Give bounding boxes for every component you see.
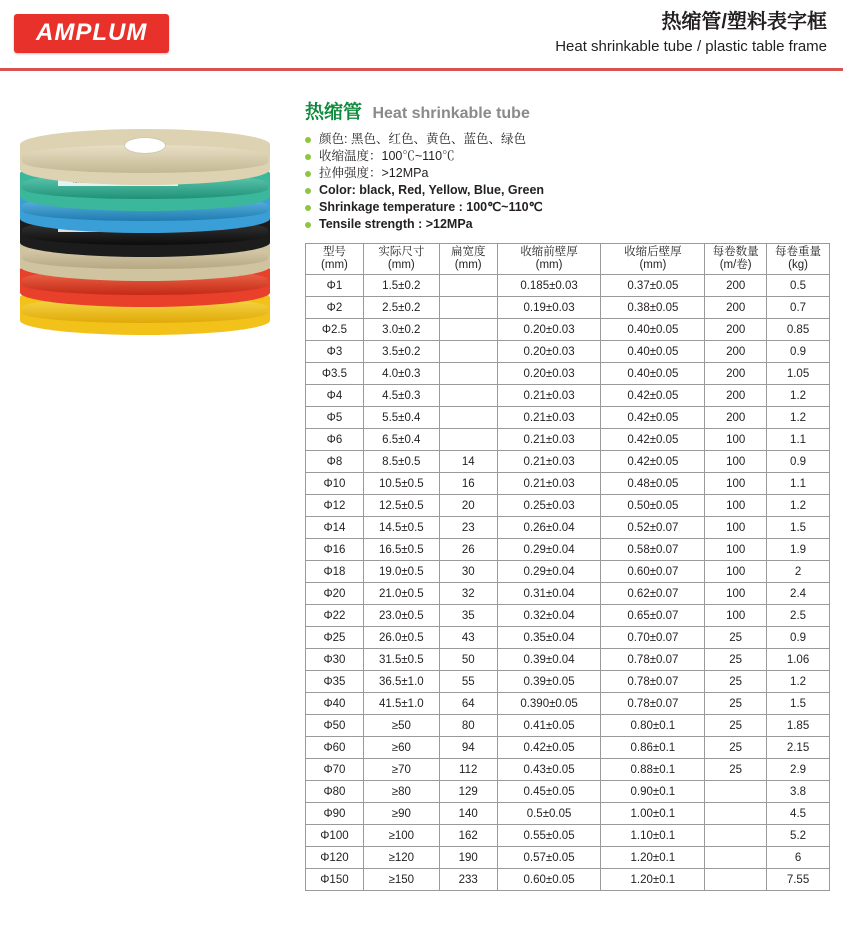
table-cell: 0.20±0.03 [497,363,601,385]
table-cell: 0.52±0.07 [601,517,705,539]
table-cell: 0.26±0.04 [497,517,601,539]
table-cell: 0.25±0.03 [497,495,601,517]
bullet-icon [305,171,311,177]
table-cell: 6 [767,847,830,869]
table-row [306,297,830,319]
table-cell: 16 [439,473,497,495]
table-cell [705,803,767,825]
table-cell: 1.1 [767,473,830,495]
table-row [306,495,830,517]
column-header-line2: (m/卷) [719,259,752,272]
table-cell: Φ35 [306,671,364,693]
spec-text: Color: black, Red, Yellow, Blue, Green [319,183,545,197]
table-row [306,539,830,561]
table-cell: Φ40 [306,693,364,715]
table-cell: 0.43±0.05 [497,759,601,781]
table-cell: 1.06 [767,649,830,671]
column-header-flat-width [439,244,497,275]
table-cell: 1.9 [767,539,830,561]
table-cell: 100 [705,605,767,627]
column-header-model [306,244,364,275]
table-cell: ≥150 [363,869,439,891]
bullet-icon [305,205,311,211]
table-cell: 0.20±0.03 [497,341,601,363]
table-row [306,737,830,759]
table-row [306,561,830,583]
column-header-line2: (mm) [639,259,667,272]
table-row [306,715,830,737]
table-cell: 25 [705,693,767,715]
table-cell: ≥120 [363,847,439,869]
table-cell: 0.42±0.05 [497,737,601,759]
table-cell: 41.5±1.0 [363,693,439,715]
table-cell: 1.20±0.1 [601,869,705,891]
table-cell: 0.90±0.1 [601,781,705,803]
table-cell: 0.42±0.05 [601,385,705,407]
table-body [306,275,830,891]
table-cell: 200 [705,385,767,407]
table-cell [705,781,767,803]
table-cell: Φ25 [306,627,364,649]
header-title-en: Heat shrinkable tube / plastic table frame [555,38,827,55]
table-cell: 1.2 [767,385,830,407]
spec-text: 收缩温度：100℃~110℃ [319,149,455,163]
table-cell: 0.42±0.05 [601,451,705,473]
table-cell: ≥80 [363,781,439,803]
product-info [305,97,830,891]
brand-logo: AMPLUM [14,14,169,53]
table-row [306,605,830,627]
table-cell: Φ5 [306,407,364,429]
table-cell: 10.5±0.5 [363,473,439,495]
table-row [306,759,830,781]
table-cell: 1.00±0.1 [601,803,705,825]
table-cell: Φ2 [306,297,364,319]
table-cell: 140 [439,803,497,825]
table-cell: 0.65±0.07 [601,605,705,627]
table-cell: 16.5±0.5 [363,539,439,561]
table-cell: 0.62±0.07 [601,583,705,605]
table-cell: 200 [705,275,767,297]
column-header-line1: 收缩后壁厚 [624,246,682,258]
table-cell: 2.9 [767,759,830,781]
table-cell [439,385,497,407]
table-cell: 0.45±0.05 [497,781,601,803]
column-header-line2: (mm) [387,259,415,272]
table-cell: 0.7 [767,297,830,319]
table-cell: 100 [705,473,767,495]
table-cell: Φ90 [306,803,364,825]
table-cell [439,429,497,451]
table-cell: 25 [705,759,767,781]
table-cell: 50 [439,649,497,671]
table-cell: 4.0±0.3 [363,363,439,385]
table-cell: 0.21±0.03 [497,385,601,407]
table-cell: 23.0±0.5 [363,605,439,627]
table-cell [439,407,497,429]
table-cell: 0.21±0.03 [497,473,601,495]
spec-item-strength-cn [305,165,830,182]
table-cell: 0.48±0.05 [601,473,705,495]
table-cell: 43 [439,627,497,649]
table-cell: 31.5±0.5 [363,649,439,671]
table-cell: 200 [705,319,767,341]
table-cell: 0.32±0.04 [497,605,601,627]
table-cell: 0.29±0.04 [497,539,601,561]
column-header-line1: 收缩前壁厚 [520,246,578,258]
table-cell: Φ30 [306,649,364,671]
table-cell: 0.88±0.1 [601,759,705,781]
bullet-icon [305,188,311,194]
table-cell: Φ12 [306,495,364,517]
table-row [306,341,830,363]
table-row [306,451,830,473]
table-cell: 1.85 [767,715,830,737]
table-cell: 23 [439,517,497,539]
spec-text: 拉伸强度：>12MPa [319,166,429,180]
table-cell: 0.40±0.05 [601,363,705,385]
table-row [306,627,830,649]
table-row [306,407,830,429]
table-cell: 1.5±0.2 [363,275,439,297]
table-cell: 1.5 [767,693,830,715]
table-cell: 0.40±0.05 [601,341,705,363]
column-header-wall-after [601,244,705,275]
table-header [306,244,830,275]
table-cell: 5.5±0.4 [363,407,439,429]
table-cell: 0.80±0.1 [601,715,705,737]
table-cell: 0.58±0.07 [601,539,705,561]
table-cell: 0.19±0.03 [497,297,601,319]
table-cell: 200 [705,341,767,363]
table-cell: 100 [705,517,767,539]
table-cell [439,341,497,363]
table-cell: 8.5±0.5 [363,451,439,473]
table-cell: 20 [439,495,497,517]
table-cell: 25 [705,649,767,671]
table-cell: Φ100 [306,825,364,847]
column-header-line2: (mm) [535,259,563,272]
table-cell: Φ20 [306,583,364,605]
table-cell: 0.5 [767,275,830,297]
table-cell: 0.38±0.05 [601,297,705,319]
table-cell: 3.5±0.2 [363,341,439,363]
table-cell: 1.20±0.1 [601,847,705,869]
table-cell: 0.86±0.1 [601,737,705,759]
table-cell: 0.9 [767,451,830,473]
table-cell: 0.70±0.07 [601,627,705,649]
table-cell: 0.55±0.05 [497,825,601,847]
table-cell: 100 [705,583,767,605]
column-header-wall-before [497,244,601,275]
table-row [306,693,830,715]
page-header [0,0,843,71]
table-row [306,275,830,297]
product-title-cn: 热缩管 [305,102,363,123]
bullet-icon [305,154,311,160]
table-cell: 12.5±0.5 [363,495,439,517]
column-header-line1: 型号 [322,246,346,258]
table-cell: 100 [705,539,767,561]
table-cell: 55 [439,671,497,693]
table-cell: 2 [767,561,830,583]
table-cell: 162 [439,825,497,847]
column-header-quantity [705,244,767,275]
table-cell: Φ50 [306,715,364,737]
table-cell: 0.78±0.07 [601,649,705,671]
table-cell: 1.2 [767,407,830,429]
table-cell: 1.05 [767,363,830,385]
table-row [306,583,830,605]
table-cell: 25 [705,671,767,693]
table-cell: 0.9 [767,627,830,649]
table-cell: Φ16 [306,539,364,561]
table-cell: 25 [705,715,767,737]
table-row [306,671,830,693]
table-cell: 6.5±0.4 [363,429,439,451]
spec-item-color-en [305,182,830,199]
column-header-line1: 扁宽度 [450,246,486,258]
table-cell: Φ8 [306,451,364,473]
table-cell: ≥90 [363,803,439,825]
table-cell: Φ60 [306,737,364,759]
table-cell: Φ10 [306,473,364,495]
table-cell [439,363,497,385]
table-cell: 0.39±0.04 [497,649,601,671]
column-header-weight [767,244,830,275]
table-cell: Φ18 [306,561,364,583]
table-cell: 100 [705,429,767,451]
table-cell: 1.1 [767,429,830,451]
table-cell: 32 [439,583,497,605]
table-row [306,825,830,847]
table-row [306,847,830,869]
table-cell: ≥50 [363,715,439,737]
table-cell: 200 [705,407,767,429]
table-cell: Φ6 [306,429,364,451]
column-header-line1: 每卷数量 [712,246,759,258]
table-cell: 0.85 [767,319,830,341]
table-cell: 0.5±0.05 [497,803,601,825]
table-cell: 64 [439,693,497,715]
column-header-line2: (mm) [454,259,482,272]
table-row [306,517,830,539]
table-row [306,869,830,891]
spool-kraft-top [20,129,270,185]
specification-table [305,243,830,891]
spec-item-temp-cn [305,148,830,165]
table-cell: 1.2 [767,671,830,693]
table-cell: 0.78±0.07 [601,693,705,715]
table-row [306,781,830,803]
table-cell: 14.5±0.5 [363,517,439,539]
spec-item-strength-en [305,216,830,233]
table-cell: ≥100 [363,825,439,847]
table-cell: 0.50±0.05 [601,495,705,517]
table-cell: 0.21±0.03 [497,429,601,451]
table-cell: Φ3 [306,341,364,363]
table-cell: 0.40±0.05 [601,319,705,341]
product-title [305,97,830,124]
table-cell: 94 [439,737,497,759]
table-cell: 1.2 [767,495,830,517]
table-cell: Φ14 [306,517,364,539]
table-cell: Φ2.5 [306,319,364,341]
table-cell: 0.42±0.05 [601,407,705,429]
table-cell: 0.9 [767,341,830,363]
table-cell: Φ1 [306,275,364,297]
table-cell: 4.5 [767,803,830,825]
table-cell: Φ120 [306,847,364,869]
table-cell: 2.5±0.2 [363,297,439,319]
table-cell: 112 [439,759,497,781]
table-cell: 3.8 [767,781,830,803]
table-row [306,429,830,451]
column-header-line1: 实际尺寸 [378,246,425,258]
table-cell: 190 [439,847,497,869]
table-cell: 1.10±0.1 [601,825,705,847]
table-cell: 100 [705,561,767,583]
table-cell [439,319,497,341]
table-cell: 0.42±0.05 [601,429,705,451]
table-cell: 0.41±0.05 [497,715,601,737]
table-row [306,649,830,671]
table-cell: Φ80 [306,781,364,803]
spec-list [305,131,830,233]
table-cell: 200 [705,297,767,319]
table-cell: 2.15 [767,737,830,759]
table-cell: 0.21±0.03 [497,451,601,473]
table-cell: ≥70 [363,759,439,781]
table-cell: 2.4 [767,583,830,605]
table-cell: 25 [705,737,767,759]
header-title-cn: 热缩管/塑料表字框 [661,11,827,33]
table-cell: 0.20±0.03 [497,319,601,341]
table-cell: 0.37±0.05 [601,275,705,297]
table-cell: 19.0±0.5 [363,561,439,583]
table-cell: 1.5 [767,517,830,539]
table-cell: 200 [705,363,767,385]
table-row [306,803,830,825]
table-cell: 30 [439,561,497,583]
table-cell [439,297,497,319]
table-cell: 0.21±0.03 [497,407,601,429]
table-cell: 26.0±0.5 [363,627,439,649]
table-cell: Φ3.5 [306,363,364,385]
table-cell: 233 [439,869,497,891]
table-cell: 26 [439,539,497,561]
table-row [306,385,830,407]
table-cell: 0.60±0.05 [497,869,601,891]
table-cell: 2.5 [767,605,830,627]
spec-text: Shrinkage temperature : 100℃~110℃ [319,200,543,214]
table-cell: 0.29±0.04 [497,561,601,583]
column-header-line2: (mm) [321,259,348,272]
table-cell: 100 [705,495,767,517]
table-cell: Φ70 [306,759,364,781]
table-cell: 129 [439,781,497,803]
table-cell [705,869,767,891]
table-cell: 0.57±0.05 [497,847,601,869]
header-titles [555,10,827,57]
table-cell: 100 [705,451,767,473]
table-header-row [306,244,830,275]
table-row [306,363,830,385]
spec-item-temp-en [305,199,830,216]
table-cell: 5.2 [767,825,830,847]
table-cell [705,847,767,869]
spec-text: Tensile strength : >12MPa [319,217,473,231]
table-cell: 35 [439,605,497,627]
spec-item-color-cn [305,131,830,148]
table-cell: 7.55 [767,869,830,891]
table-cell: Φ150 [306,869,364,891]
bullet-icon [305,137,311,143]
column-header-line1: 每卷重量 [775,246,822,258]
table-cell: 0.31±0.04 [497,583,601,605]
table-cell: 80 [439,715,497,737]
table-cell: 0.185±0.03 [497,275,601,297]
table-cell: 36.5±1.0 [363,671,439,693]
table-cell: 3.0±0.2 [363,319,439,341]
spec-text: 颜色: 黑色、红色、黄色、蓝色、绿色 [319,132,526,146]
table-cell [705,825,767,847]
table-cell: 0.35±0.04 [497,627,601,649]
table-cell: 0.78±0.07 [601,671,705,693]
column-header-line2: (kg) [788,259,808,272]
table-cell: 21.0±0.5 [363,583,439,605]
table-cell: Φ22 [306,605,364,627]
column-header-actual-size [363,244,439,275]
table-cell: 0.390±0.05 [497,693,601,715]
table-cell [439,275,497,297]
table-cell: 25 [705,627,767,649]
table-row [306,473,830,495]
table-cell: 0.60±0.07 [601,561,705,583]
table-cell: 0.39±0.05 [497,671,601,693]
product-title-en: Heat shrinkable tube [372,105,530,122]
table-row [306,319,830,341]
table-cell: 14 [439,451,497,473]
table-cell: 4.5±0.3 [363,385,439,407]
table-cell: ≥60 [363,737,439,759]
bullet-icon [305,222,311,228]
table-cell: Φ4 [306,385,364,407]
product-photo [20,133,290,353]
